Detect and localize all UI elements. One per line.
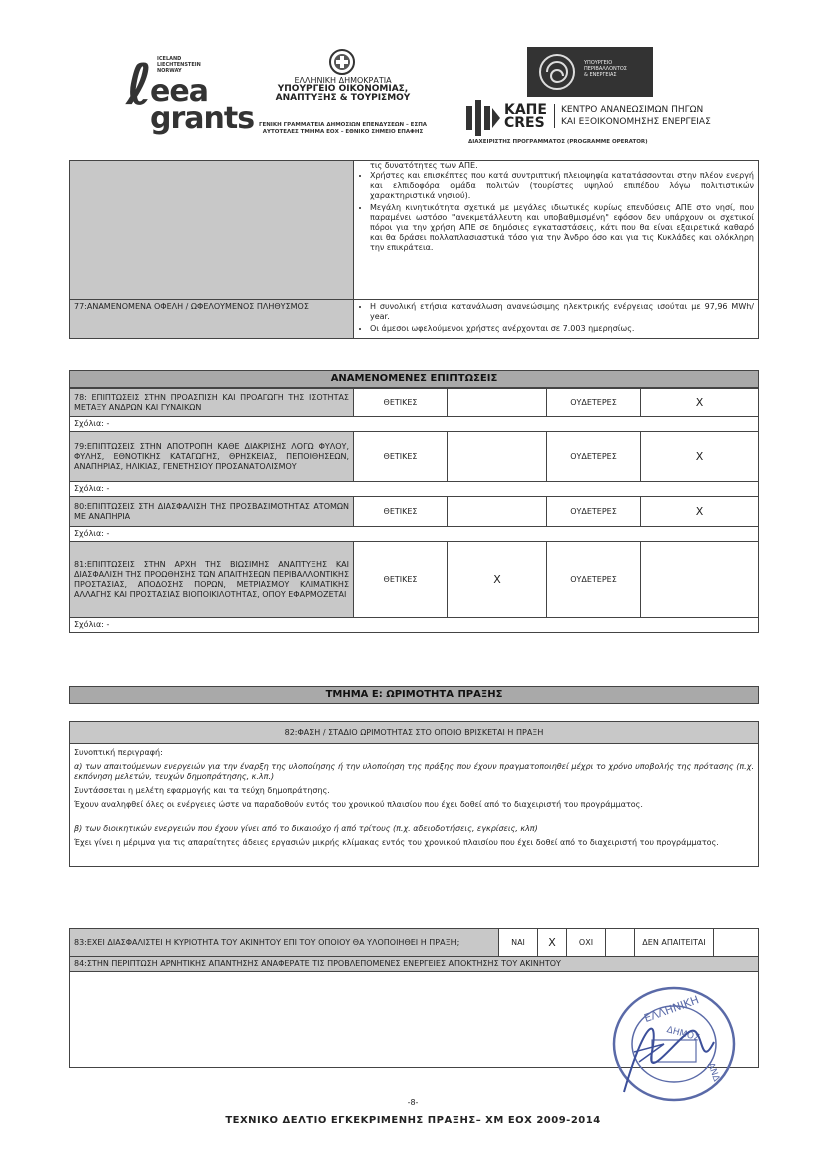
document-footer: ΤΕΧΝΙΚΟ ΔΕΛΤΙΟ ΕΓΚΕΚΡΙΜΕΝΗΣ ΠΡΑΞΗΣ– ΧΜ ΕΟΧ 2009-2014	[225, 1115, 601, 1126]
beneficiaries-cell	[354, 161, 759, 300]
positive-value	[448, 389, 547, 417]
empty-shaded-cell	[70, 161, 354, 300]
row83-label: 83:ΕΧΕΙ ΔΙΑΣΦΑΛΙΣΤΕΙ Η ΚΥΡΙΟΤΗΤΑ ΤΟΥ ΑΚΙΝΗΤΟΥ ΕΠΙ ΤΟΥ ΟΠΟΙΟΥ ΘΑ ΥΛΟΠΟΙΗΘΕΙ Η ΠΡΑΞΗ;	[70, 929, 499, 957]
table-row	[70, 957, 759, 972]
table-row	[70, 161, 759, 300]
benefits-table	[69, 160, 759, 339]
table-row	[70, 497, 759, 527]
greek-emblem-icon	[328, 48, 356, 76]
impact-label-78: 78: ΕΠΙΠΤΩΣΕΙΣ ΣΤΗΝ ΠΡΟΑΣΠΙΣΗ ΚΑΙ ΠΡΟΑΓΩΓΗ ΤΗΣ ΙΣΟΤΗΤΑΣ ΜΕΤΑΞΥ ΑΝΔΡΩΝ ΚΑΙ ΓΥΝΑΙΚΩΝ	[70, 389, 354, 417]
svg-text:ΑΝΔ: ΑΝΔ	[705, 1061, 722, 1083]
list-item: τις δυνατότητες των ΑΠΕ.	[370, 161, 478, 170]
table-row	[70, 929, 759, 957]
svg-text:ΔΗΜΟΣ: ΔΗΜΟΣ	[665, 1025, 701, 1044]
neutral-value: X	[641, 432, 759, 482]
eea-swirl-icon: ℓ	[126, 53, 153, 118]
not-required-label: ΔΕΝ ΑΠΑΙΤΕΙΤΑΙ	[635, 929, 714, 957]
table-row	[70, 542, 759, 618]
neutral-value: X	[641, 389, 759, 417]
neutral-value	[641, 542, 759, 618]
list-item: • Η συνολική ετήσια κατανάλωση ανανεώσιμης ηλεκτρικής ενέργειας ισούται με 97,96 MWh/ year.	[370, 302, 754, 322]
comment-text: Σχόλια: -	[70, 527, 759, 542]
positive-value: X	[448, 542, 547, 618]
row77-label: 77:ΑΝΑΜΕΝΟΜΕΝΑ ΟΦΕΛΗ / ΩΦΕΛΟΥΜΕΝΟΣ ΠΛΗΘΥΣΜΟΣ	[70, 300, 354, 339]
eea-logo-text: eea grants	[150, 74, 255, 136]
environment-ministry-text: ΥΠΟΥΡΓΕΙΟ ΠΕΡΙΒΑΛΛΟΝΤΟΣ & ΕΝΕΡΓΕΙΑΣ	[584, 60, 627, 78]
row77-value	[354, 300, 759, 339]
municipality-stamp-icon	[604, 982, 744, 1106]
neutral-label: ΟΥΔΕΤΕΡΕΣ	[547, 542, 641, 618]
table-row	[70, 722, 759, 744]
maturity-table	[69, 721, 759, 867]
list-item: • Οι άμεσοι ωφελούμενοι χρήστες ανέρχονται σε 7.003 ημερησίως.	[370, 324, 754, 334]
kape-logo-text: ΚΑΠΕ CRES	[504, 102, 547, 131]
spiral-icon	[537, 52, 577, 92]
answer-b: Έχει γίνει η μέριμνα για τις απαραίτητες άδειες εργασιών μικρής κλίμακας εντός του χρονικού πλαισίου που έχει δοθεί από το διαχειριστή του προγράμματος.	[74, 838, 719, 847]
comment-text: Σχόλια: -	[70, 618, 759, 633]
svg-text:ΕΛΛΗΝΙΚΗ: ΕΛΛΗΝΙΚΗ	[642, 993, 701, 1026]
kape-emblem-icon	[466, 100, 500, 136]
impact-label-80: 80:ΕΠΙΠΤΩΣΕΙΣ ΣΤΗ ΔΙΑΣΦΑΛΙΣΗ ΤΗΣ ΠΡΟΣΒΑΣΙΜΟΤΗΤΑΣ ΑΤΟΜΩΝ ΜΕ ΑΝΑΠΗΡΙΑ	[70, 497, 354, 527]
yes-value: X	[538, 929, 567, 957]
positive-label: ΘΕΤΙΚΕΣ	[354, 542, 448, 618]
table-row	[70, 300, 759, 339]
list-item: • Χρήστες και επισκέπτες που κατά συντριπτική πλειοψηφία κατατάσσονται στην πλέον ενεργή και ελπιδοφόρα ομάδα πολιτών (τουρίστες υψηλού επιπέδου λόγω πολιτιστικών χαρακτηριστικά νησιού).	[370, 171, 754, 201]
question-b: β) των διοικητικών ενεργειών που έχουν γίνει από το δικαιούχο ή από τρίτους (π.χ. αδειοδοτήσεις, εγκρίσεις, κλπ)	[74, 824, 538, 833]
kape-description: ΚΕΝΤΡΟ ΑΝΑΝΕΩΣΙΜΩΝ ΠΗΓΩΝ ΚΑΙ ΕΞΟΙΚΟΝΟΜΗΣΗΣ ΕΝΕΡΓΕΙΑΣ	[554, 104, 711, 128]
comment-text: Σχόλια: -	[70, 417, 759, 432]
neutral-label: ΟΥΔΕΤΕΡΕΣ	[547, 389, 641, 417]
table-row	[70, 744, 759, 867]
impact-label-79: 79:ΕΠΙΠΤΩΣΕΙΣ ΣΤΗΝ ΑΠΟΤΡΟΠΗ ΚΑΘΕ ΔΙΑΚΡΙΣΗΣ ΛΟΓΩ ΦΥΛΟΥ, ΦΥΛΗΣ, ΕΘΝΟΤΙΚΗΣ ΚΑΤΑΓΩΓΗΣ, ΘΡΗΣΚΕΙΑΣ, ΠΕΠΟΙΘΗΣΕΩΝ, ΑΝΑΠΗΡΙΑΣ, ΗΛΙΚΙΑΣ, ΓΕΝΕΤΗΣΙΟΥ ΠΡΟΣΑΝΑΤΟΛΙΣΜΟΥ	[70, 432, 354, 482]
answer-a1: Συντάσσεται η μελέτη εφαρμογής και τα τεύχη δημοπράτησης.	[74, 786, 330, 795]
impacts-title: ΑΝΑΜΕΝΟΜΕΝΕΣ ΕΠΙΠΤΩΣΕΙΣ	[69, 370, 759, 388]
positive-label: ΘΕΤΙΚΕΣ	[354, 389, 448, 417]
neutral-label: ΟΥΔΕΤΕΡΕΣ	[547, 497, 641, 527]
row82-label: 82:ΦΑΣΗ / ΣΤΑΔΙΟ ΩΡΙΜΟΤΗΤΑΣ ΣΤΟ ΟΠΟΙΟ ΒΡΙΣΚΕΤΑΙ Η ΠΡΑΞΗ	[70, 722, 759, 744]
summary-label: Συνοπτική περιγραφή:	[74, 748, 163, 757]
table-row	[70, 432, 759, 482]
row84-label: 84:ΣΤΗΝ ΠΕΡΙΠΤΩΣΗ ΑΡΝΗΤΙΚΗΣ ΑΠΑΝΤΗΣΗΣ ΑΝΑΦΕΡΑΤΕ ΤΙΣ ΠΡΟΒΛΕΠΟΜΕΝΕΣ ΕΝΕΡΓΕΙΕΣ ΑΠΟΚΤΗΣΗΣ ΤΟΥ ΑΚΙΝΗΤΟΥ	[70, 957, 759, 972]
yes-label: ΝΑΙ	[499, 929, 538, 957]
comment-row	[70, 417, 759, 432]
page-number: -8-	[407, 1098, 419, 1107]
no-label: ΟΧΙ	[567, 929, 606, 957]
ministry-subheader: ΓΕΝΙΚΗ ΓΡΑΜΜΑΤΕΙΑ ΔΗΜΟΣΙΩΝ ΕΠΕΝΔΥΣΕΩΝ – ΕΣΠΑ ΑΥΤΟΤΕΛΕΣ ΤΜΗΜΑ ΕΟΧ – ΕΘΝΙΚΟ ΣΗΜΕΙΟ ΕΠΑΦΗΣ	[258, 122, 428, 135]
eea-countries: ICELAND LIECHTENSTEIN NORWAY	[157, 56, 201, 74]
positive-value	[448, 432, 547, 482]
not-required-value	[714, 929, 759, 957]
answer-a2: Έχουν αναληφθεί όλες οι ενέργειες ώστε να παραδοθούν εντός του χρονικού πλαισίου που έχει δοθεί από το διαχειριστή του προγράμματος.	[74, 800, 643, 809]
comment-row	[70, 482, 759, 497]
maturity-description	[70, 744, 759, 867]
table-row	[70, 389, 759, 417]
comment-row	[70, 527, 759, 542]
comment-row	[70, 618, 759, 633]
positive-label: ΘΕΤΙΚΕΣ	[354, 432, 448, 482]
programme-operator: ΔΙΑΧΕΙΡΙΣΤΗΣ ΠΡΟΓΡΑΜΜΑΤΟΣ (PROGRAMME OPERATOR)	[468, 139, 648, 145]
impact-label-81: 81:ΕΠΙΠΤΩΣΕΙΣ ΣΤΗΝ ΑΡΧΗ ΤΗΣ ΒΙΩΣΙΜΗΣ ΑΝΑΠΤΥΞΗΣ ΚΑΙ ΔΙΑΣΦΑΛΙΣΗ ΤΗΣ ΠΡΟΩΘΗΣΗΣ ΤΩΝ ΑΠΑΙΤΗΣΕΩΝ ΠΕΡΙΒΑΛΛΟΝΤΙΚΗΣ ΠΡΟΣΤΑΣΙΑΣ, ΑΠΟΔΟΣΗΣ ΠΟΡΩΝ, ΜΕΤΡΙΑΣΜΟΥ ΚΛΙΜΑΤΙΚΗΣ ΑΛΛΑΓΗΣ ΚΑΙ ΠΡΟΣΤΑΣΙΑΣ ΒΙΟΠΟΙΚΙΛΟΤΗΤΑΣ, ΟΠΟΥ ΕΦΑΡΜΟΖΕΤΑΙ	[70, 542, 354, 618]
impacts-table	[69, 388, 759, 633]
section-e-title: ΤΜΗΜΑ Ε: ΩΡΙΜΟΤΗΤΑ ΠΡΑΞΗΣ	[69, 686, 759, 704]
ministry-header: ΕΛΛΗΝΙΚΗ ΔΗΜΟΚΡΑΤΙΑ ΥΠΟΥΡΓΕΙΟ ΟΙΚΟΝΟΜΙΑΣ, ΑΝΑΠΤΥΞΗΣ & ΤΟΥΡΙΣΜΟΥ	[275, 76, 411, 103]
question-a: α) των απαιτούμενων ενεργειών για την έναρξη της υλοποίησης ή την υλοποίηση της πράξης που έχουν πραγματοποιηθεί μέχρι το χρόνο υποβολής της πρότασης (π.χ. εκπόνηση μελετών, τευχών δημοπράτησης, κ.λπ.)	[74, 762, 754, 781]
positive-value	[448, 497, 547, 527]
positive-label: ΘΕΤΙΚΕΣ	[354, 497, 448, 527]
neutral-label: ΟΥΔΕΤΕΡΕΣ	[547, 432, 641, 482]
comment-text: Σχόλια: -	[70, 482, 759, 497]
list-item: • Μεγάλη κινητικότητα σχετικά με μεγάλες ιδιωτικές κυρίως επενδύσεις ΑΠΕ στο νησί, που παραμένει ωστόσο "ανεκμετάλλευτη και υποβαθμισμένη" εφόσον δεν υπάρχουν οι σχετικοί πόροι για την χρήση ΑΠΕ σε δημόσιες εγκαταστάσεις, κάτι που θα είναι εξαιρετικά καθαρό και θα δράσει πολλαπλασιαστικά τόσο για την Άνδρο όσο και για τις Κυκλάδες και ολόκληρη την επικράτεια.	[370, 203, 754, 253]
no-value	[606, 929, 635, 957]
neutral-value: X	[641, 497, 759, 527]
